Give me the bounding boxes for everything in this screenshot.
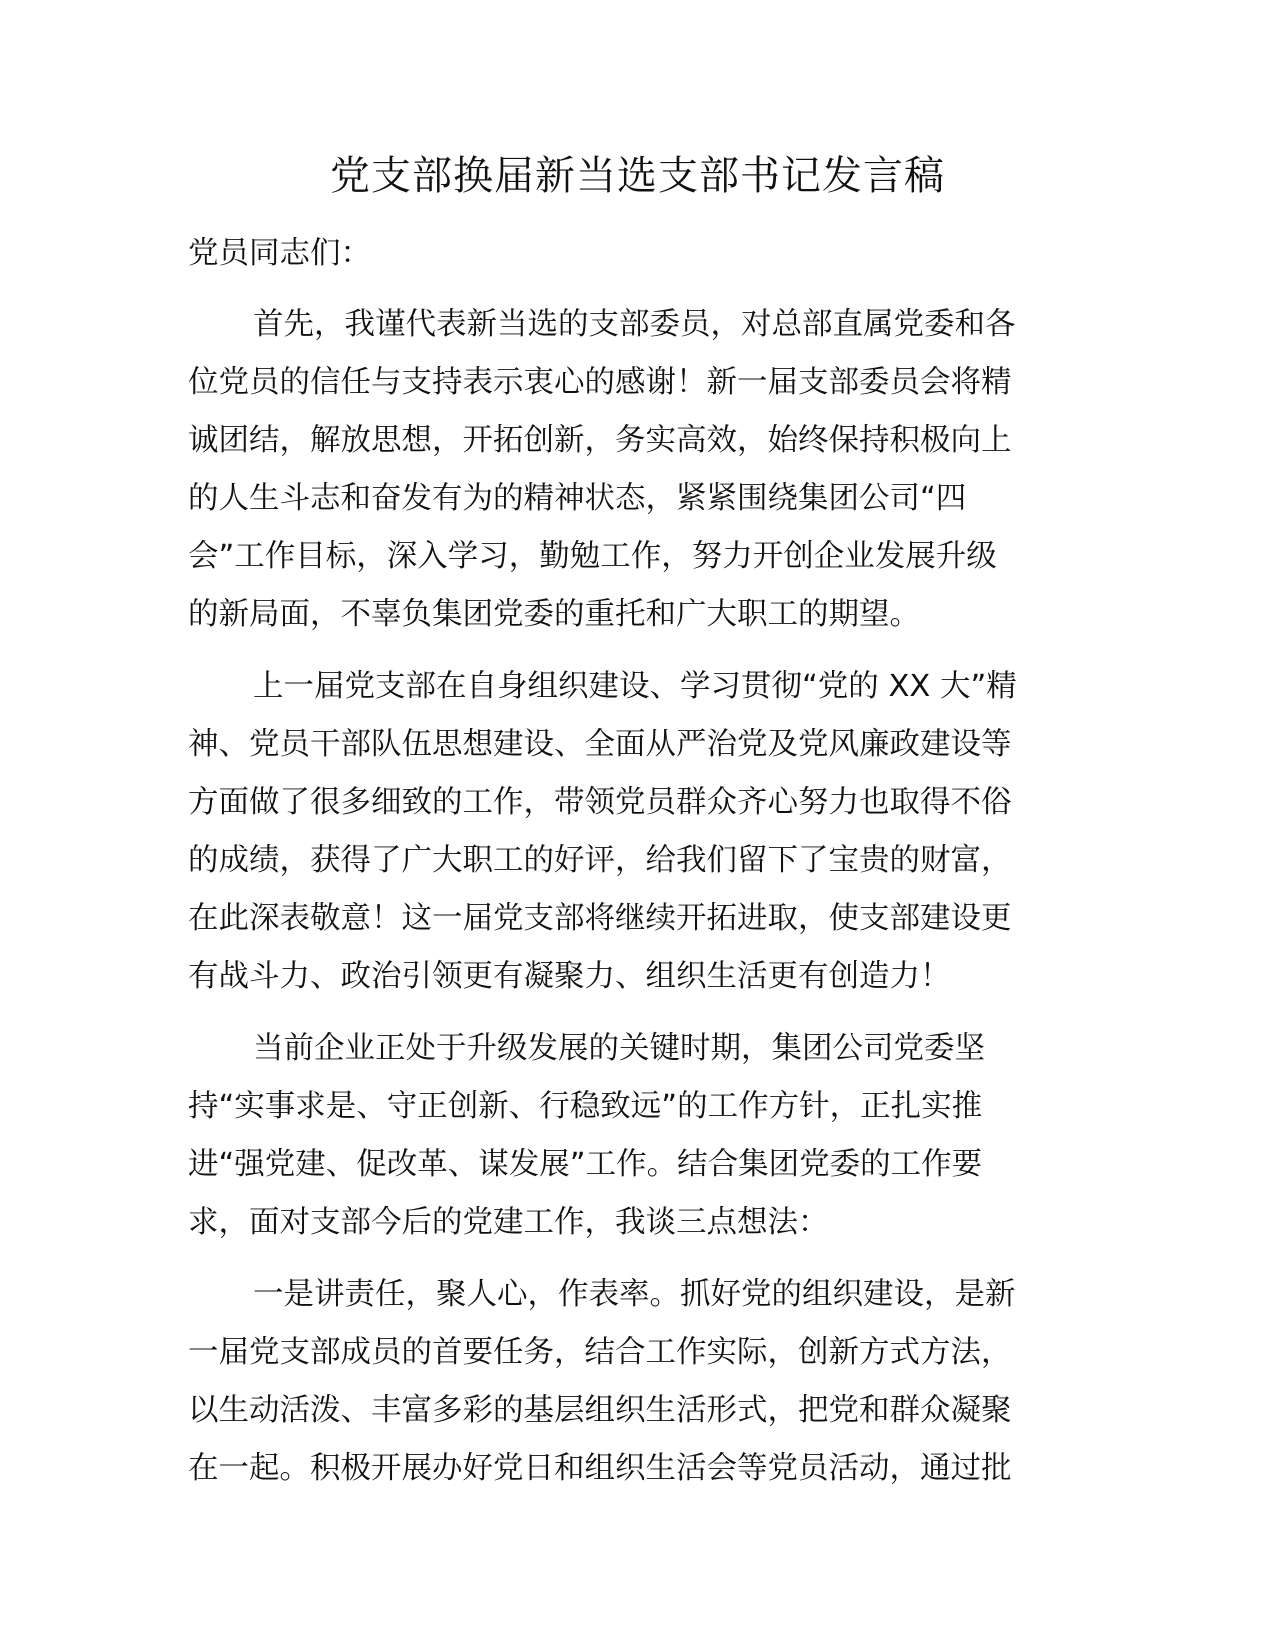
text-line: 的人生斗志和奋发有为的精神状态，紧紧围绕集团公司“四 [188, 481, 967, 516]
text-line: 上一届党支部在自身组织建设、学习贯彻“党的 XX 大”精 [253, 669, 1017, 704]
text-line: 的新局面，不辜负集团党委的重托和广大职工的期望。 [188, 597, 920, 632]
text-line: 方面做了很多细致的工作，带领党员群众齐心努力也取得不俗 [188, 785, 1012, 820]
text-line: 持“实事求是、守正创新、行稳致远”的工作方针，正扎实推 [188, 1089, 983, 1124]
text-line: 的成绩，获得了广大职工的好评，给我们留下了宝贵的财富， [188, 843, 1012, 878]
salutation: 党员同志们： [188, 236, 371, 271]
text-line: 诚团结，解放思想，开拓创新，务实高效，始终保持积极向上 [188, 423, 1012, 458]
paragraph-3 [188, 1020, 1088, 1252]
paragraph-2 [188, 658, 1088, 1006]
text-line: 在此深表敬意！这一届党支部将继续开拓进取，使支部建设更 [188, 901, 1012, 936]
text-line: 进“强党建、促改革、谋发展”工作。结合集团党委的工作要 [188, 1147, 983, 1182]
text-line: 首先，我谨代表新当选的支部委员，对总部直属党委和各 [253, 307, 1016, 342]
text-line: 在一起。积极开展办好党日和组织生活会等党员活动，通过批 [188, 1451, 1012, 1486]
text-line: 以生动活泼、丰富多彩的基层组织生活形式，把党和群众凝聚 [188, 1393, 1012, 1428]
paragraph-4 [188, 1266, 1088, 1498]
text-line: 当前企业正处于升级发展的关键时期，集团公司党委坚 [253, 1031, 985, 1066]
text-line: 一届党支部成员的首要任务，结合工作实际，创新方式方法， [188, 1335, 1012, 1370]
text-line: 一是讲责任，聚人心，作表率。抓好党的组织建设，是新 [253, 1277, 1016, 1312]
text-line: 会”工作目标，深入学习，勤勉工作，努力开创企业发展升级 [188, 539, 997, 574]
document-body [188, 226, 1088, 1498]
text-line: 神、党员干部队伍思想建设、全面从严治党及党风廉政建设等 [188, 727, 1012, 762]
text-line: 有战斗力、政治引领更有凝聚力、组织生活更有创造力！ [188, 959, 951, 994]
paragraph-1 [188, 296, 1088, 644]
text-line: 位党员的信任与支持表示衷心的感谢！新一届支部委员会将精 [188, 365, 1012, 400]
document-title: 党支部换届新当选支部书记发言稿 [330, 153, 945, 199]
text-line: 求，面对支部今后的党建工作，我谈三点想法： [188, 1205, 829, 1240]
